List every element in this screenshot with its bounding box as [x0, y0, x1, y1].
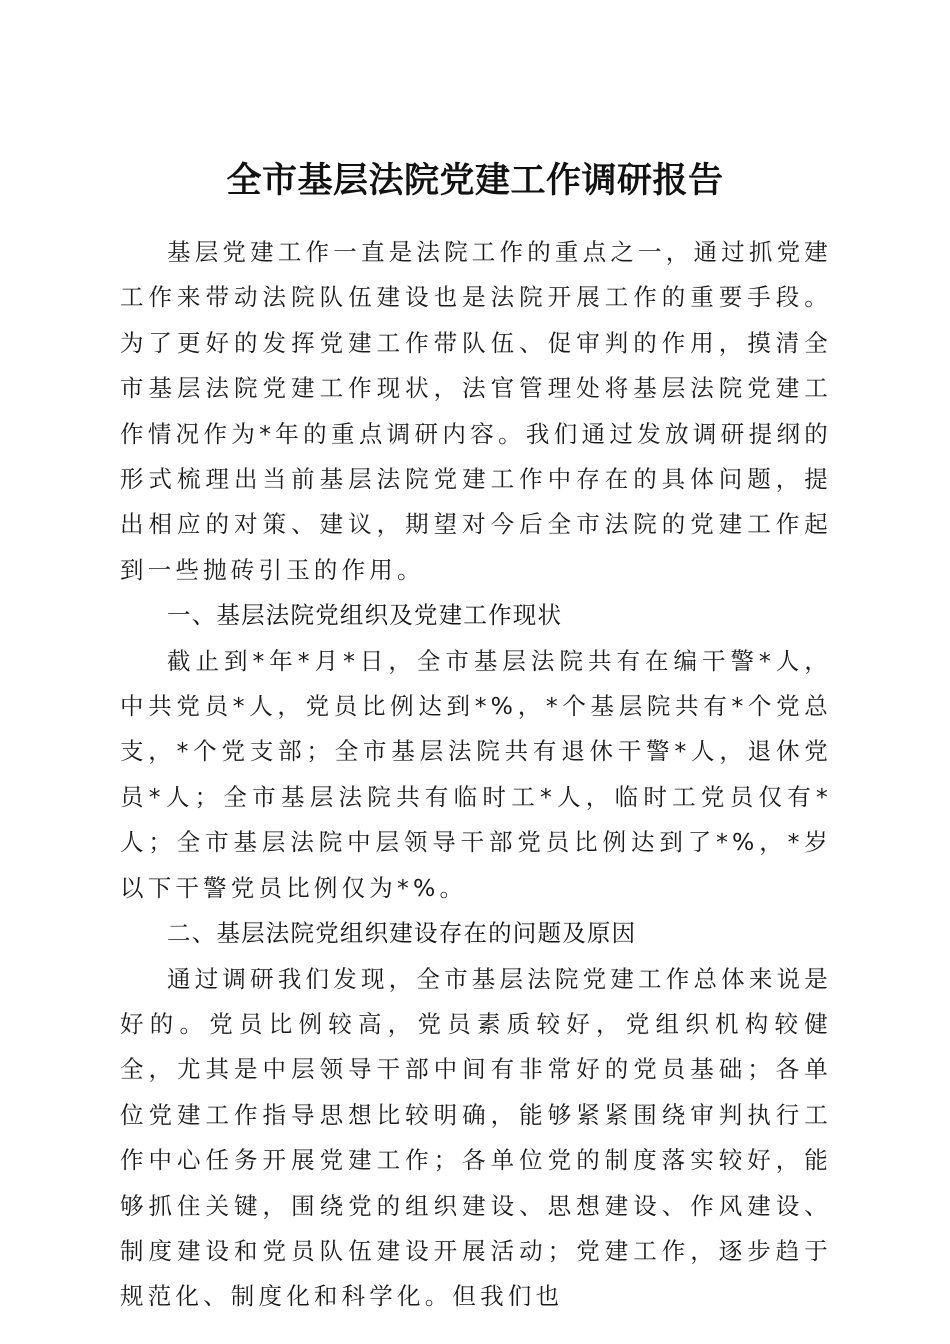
document-body — [120, 230, 832, 1320]
status-paragraph: 截止到*年*月*日，全市基层法院共有在编干警*人，中共党员*人，党员比例达到*%，*个基层院共有*个党总支，*个党支部；全市基层法院共有退休干警*人，退休党员*人；全市基层法院共有临时工*人，临时工党员仅有*人；全市基层法院中层领导干部党员比例达到了*%，*岁以下干警党员比例仅为*%。 — [120, 646, 832, 902]
section-heading-2: 二、基层法院党组织建设存在的问题及原因 — [167, 919, 637, 948]
section-heading-1: 一、基层法院党组织及党建工作现状 — [167, 601, 563, 630]
document-title: 全市基层法院党建工作调研报告 — [226, 160, 724, 202]
intro-paragraph: 基层党建工作一直是法院工作的重点之一，通过抓党建工作来带动法院队伍建设也是法院开展工作的重要手段。为了更好的发挥党建工作带队伍、促审判的作用，摸清全市基层法院党建工作现状，法官管理处将基层法院党建工作情况作为*年的重点调研内容。我们通过发放调研提纲的形式梳理出当前基层法院党建工作中存在的具体问题，提出相应的对策、建议，期望对今后全市法院的党建工作起到一些抛砖引玉的作用。 — [120, 238, 832, 584]
problems-paragraph: 通过调研我们发现，全市基层法院党建工作总体来说是好的。党员比例较高，党员素质较好，党组织机构较健全，尤其是中层领导干部中间有非常好的党员基础；各单位党建工作指导思想比较明确，能够紧紧围绕审判执行工作中心任务开展党建工作；各单位党的制度落实较好，能够抓住关键，围绕党的组织建设、思想建设、作风建设、制度建设和党员队伍建设开展活动；党建工作，逐步趋于规范化、制度化和科学化。但我们也 — [120, 964, 832, 1311]
